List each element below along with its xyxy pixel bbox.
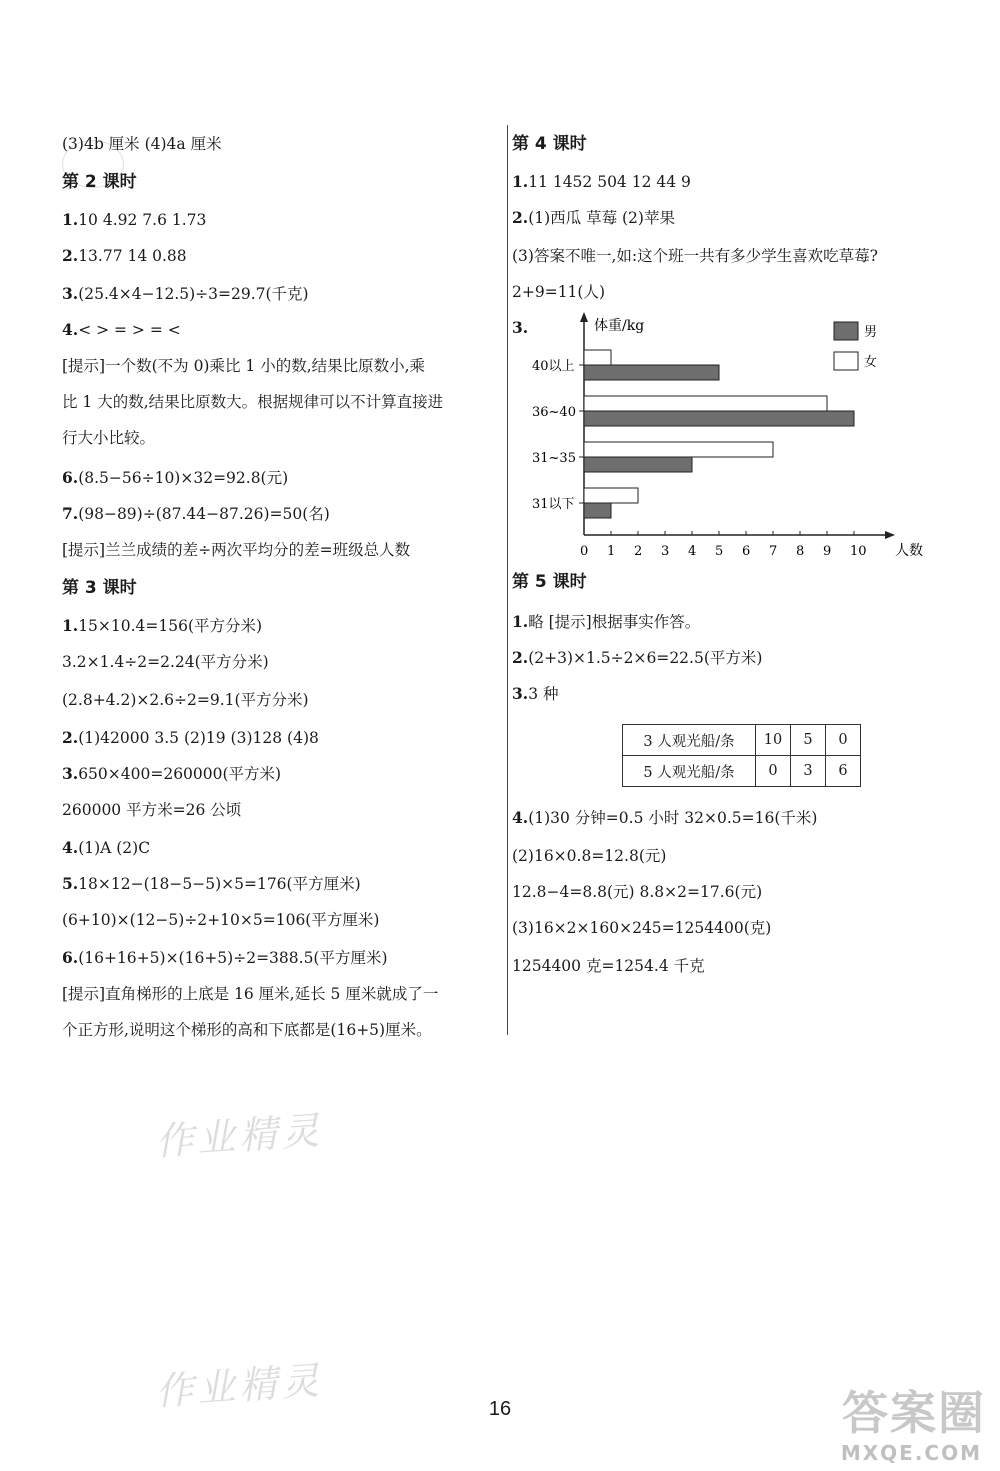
- y-axis-arrow: [580, 312, 588, 322]
- answer-text: (1)42000 3.5 (2)19 (3)128 (4)8: [78, 729, 319, 747]
- answer-text: 650×400=260000(平方米): [78, 765, 282, 783]
- chart-svg: [512, 310, 932, 560]
- x-tick-label: 4: [688, 544, 697, 559]
- bar-female: [584, 442, 773, 457]
- answer-line: [512, 684, 558, 704]
- question-number: 4.: [62, 320, 79, 339]
- answer-text: [提示]直角梯形的上底是 16 厘米,延长 5 厘米就成了一: [62, 985, 439, 1003]
- x-tick-label: 0: [580, 544, 589, 559]
- answer-line: [512, 282, 605, 302]
- answer-line: [512, 882, 762, 902]
- answer-text: (2)16×0.8=12.8(元): [512, 847, 667, 865]
- legend-swatch-female: [834, 352, 858, 370]
- question-number: 2.: [62, 246, 79, 265]
- answer-text: [提示]兰兰成绩的差÷两次平均分的差=班级总人数: [62, 541, 411, 559]
- question-number: 4.: [512, 808, 529, 827]
- answer-line: [512, 172, 691, 192]
- answer-line: [512, 246, 878, 266]
- answer-line: [62, 540, 410, 560]
- answer-text: (3)4b 厘米 (4)4a 厘米: [62, 135, 222, 153]
- answer-line: [62, 690, 309, 710]
- row-label: 5 人观光船/条: [623, 756, 756, 787]
- answer-text: (1)西瓜 草莓 (2)苹果: [528, 209, 675, 227]
- answer-text: 比 1 大的数,结果比原数大。根据规律可以不计算直接进: [62, 393, 444, 411]
- x-tick-label: 10: [850, 544, 867, 559]
- bar-male: [584, 365, 719, 380]
- site-url: MXQE.COM: [840, 1441, 982, 1465]
- answer-line: [62, 984, 438, 1004]
- heading-text: 第 3 课时: [62, 578, 137, 598]
- answer-line: [62, 948, 388, 968]
- question-number: 7.: [62, 504, 79, 523]
- answer-line: [62, 246, 187, 266]
- x-tick-label: 7: [769, 544, 778, 559]
- heading-text: 第 5 课时: [512, 572, 587, 592]
- question-number: 1.: [512, 612, 529, 631]
- question-number: 3.: [62, 284, 79, 303]
- answer-line: [62, 392, 443, 412]
- question-number: 1.: [512, 172, 529, 191]
- question-number: 3.: [512, 318, 529, 337]
- question-number: 1.: [62, 210, 79, 229]
- answer-text: 3.2×1.4÷2=2.24(平方分米): [62, 653, 269, 671]
- answer-text: 个正方形,说明这个梯形的高和下底都是(16+5)厘米。: [62, 1021, 432, 1039]
- bar-male: [584, 503, 611, 518]
- answer-line: [62, 284, 309, 304]
- answer-text: 15×10.4=156(平方分米): [78, 617, 263, 635]
- answer-text: (3)16×2×160×245=1254400(克): [512, 919, 772, 937]
- category-label: 31~35: [532, 451, 576, 466]
- answer-line: [62, 210, 206, 230]
- bar-female: [584, 488, 638, 503]
- answer-text: 13.77 14 0.88: [78, 247, 187, 265]
- watermark: 作业精灵: [153, 1108, 325, 1164]
- x-tick-label: 5: [715, 544, 724, 559]
- category-label: 40以上: [532, 359, 575, 374]
- answer-line: [512, 648, 762, 668]
- answer-text: (16+16+5)×(16+5)÷2=388.5(平方厘米): [78, 949, 388, 967]
- bar-male: [584, 457, 692, 472]
- answer-text: 12.8−4=8.8(元) 8.8×2=17.6(元): [512, 883, 763, 901]
- answer-line: [62, 504, 330, 524]
- answer-line: [62, 134, 222, 154]
- answer-line: [62, 838, 150, 858]
- answer-text: (2+3)×1.5÷2×6=22.5(平方米): [528, 649, 763, 667]
- column-divider: [507, 125, 508, 1035]
- question-number: 3.: [512, 684, 529, 703]
- section-heading: [62, 578, 137, 598]
- question-number: 2.: [512, 648, 529, 667]
- answer-text: 3 种: [528, 685, 559, 703]
- answer-text: (8.5−56÷10)×32=92.8(元): [78, 469, 289, 487]
- answer-text: 10 4.92 7.6 1.73: [78, 211, 207, 229]
- answer-text: (6+10)×(12−5)÷2+10×5=106(平方厘米): [62, 911, 380, 929]
- answer-text: (2.8+4.2)×2.6÷2=9.1(平方分米): [62, 691, 309, 709]
- answer-line: [512, 808, 817, 828]
- x-axis-arrow: [885, 531, 895, 539]
- x-tick-label: 1: [607, 544, 616, 559]
- answer-text: < > = > = <: [78, 321, 181, 339]
- x-axis-label: 人数: [895, 543, 923, 559]
- answer-line: [62, 910, 379, 930]
- heading-text: 第 4 课时: [512, 134, 587, 154]
- bar-male: [584, 411, 854, 426]
- answer-line: [512, 612, 700, 632]
- x-tick-label: 9: [823, 544, 832, 559]
- table-cell: 0: [756, 756, 791, 787]
- section-heading: [512, 134, 587, 154]
- answer-line: [512, 956, 705, 976]
- answer-line: [62, 874, 361, 894]
- answer-text: 260000 平方米=26 公顷: [62, 801, 242, 819]
- answer-text: 略 [提示]根据事实作答。: [528, 613, 701, 631]
- question-number: 6.: [62, 468, 79, 487]
- question-number: 2.: [512, 208, 529, 227]
- answer-line: [62, 428, 155, 448]
- answer-line: [512, 846, 666, 866]
- question-number: 2.: [62, 728, 79, 747]
- question-number: 4.: [62, 838, 79, 857]
- answer-text: (1)A (2)C: [78, 839, 151, 857]
- legend-label-male: 男: [864, 325, 878, 340]
- answer-text: 1254400 克=1254.4 千克: [512, 957, 705, 975]
- table-row: [623, 756, 861, 787]
- answer-line: [62, 800, 241, 820]
- question-number: 3.: [62, 764, 79, 783]
- answer-line: [62, 468, 288, 488]
- category-label: 31以下: [532, 497, 575, 512]
- bar-female: [584, 396, 827, 411]
- table-cell: 0: [826, 725, 861, 756]
- table-cell: 5: [791, 725, 826, 756]
- page-number: 16: [488, 1398, 512, 1420]
- question-number: 6.: [62, 948, 79, 967]
- section-heading: [62, 172, 137, 192]
- answer-line: [62, 616, 262, 636]
- answer-line: [62, 320, 181, 340]
- table-cell: 3: [791, 756, 826, 787]
- answer-text: 行大小比较。: [62, 429, 156, 447]
- answer-line: [512, 208, 675, 228]
- row-label: 3 人观光船/条: [623, 725, 756, 756]
- answer-text: (1)30 分钟=0.5 小时 32×0.5=16(千米): [528, 809, 818, 827]
- answer-text: [提示]一个数(不为 0)乘比 1 小的数,结果比原数小,乘: [62, 357, 426, 375]
- answer-text: 11 1452 504 12 44 9: [528, 173, 691, 191]
- boat-table: [622, 724, 861, 787]
- site-logo: 答案圈: [842, 1386, 986, 1440]
- x-tick-label: 3: [661, 544, 670, 559]
- question-number: 5.: [62, 874, 79, 893]
- x-tick-label: 6: [742, 544, 751, 559]
- legend-label-female: 女: [864, 355, 878, 370]
- table-row: [623, 725, 861, 756]
- x-tick-label: 8: [796, 544, 805, 559]
- bar-female: [584, 350, 611, 365]
- answer-line: [62, 728, 319, 748]
- legend-swatch-male: [834, 322, 858, 340]
- answer-line: [62, 764, 281, 784]
- category-label: 36~40: [532, 405, 576, 420]
- answer-text: (3)答案不唯一,如:这个班一共有多少学生喜欢吃草莓?: [512, 247, 878, 265]
- answer-line: [62, 356, 425, 376]
- answer-text: (25.4×4−12.5)÷3=29.7(千克): [78, 285, 309, 303]
- answer-text: 18×12−(18−5−5)×5=176(平方厘米): [78, 875, 361, 893]
- answer-line: [62, 652, 269, 672]
- answer-text: (98−89)÷(87.44−87.26)=50(名): [78, 505, 330, 523]
- section-heading: [512, 572, 587, 592]
- question-number: 1.: [62, 616, 79, 635]
- heading-text: 第 2 课时: [62, 172, 137, 192]
- y-axis-label: 体重/kg: [594, 318, 645, 334]
- table-cell: 6: [826, 756, 861, 787]
- table-cell: 10: [756, 725, 791, 756]
- weight-bar-chart: [512, 310, 932, 564]
- x-tick-label: 2: [634, 544, 643, 559]
- answer-line: [512, 918, 771, 938]
- answer-line: [62, 1020, 432, 1040]
- answer-text: 2+9=11(人): [512, 283, 606, 301]
- watermark: 作业精灵: [153, 1358, 325, 1414]
